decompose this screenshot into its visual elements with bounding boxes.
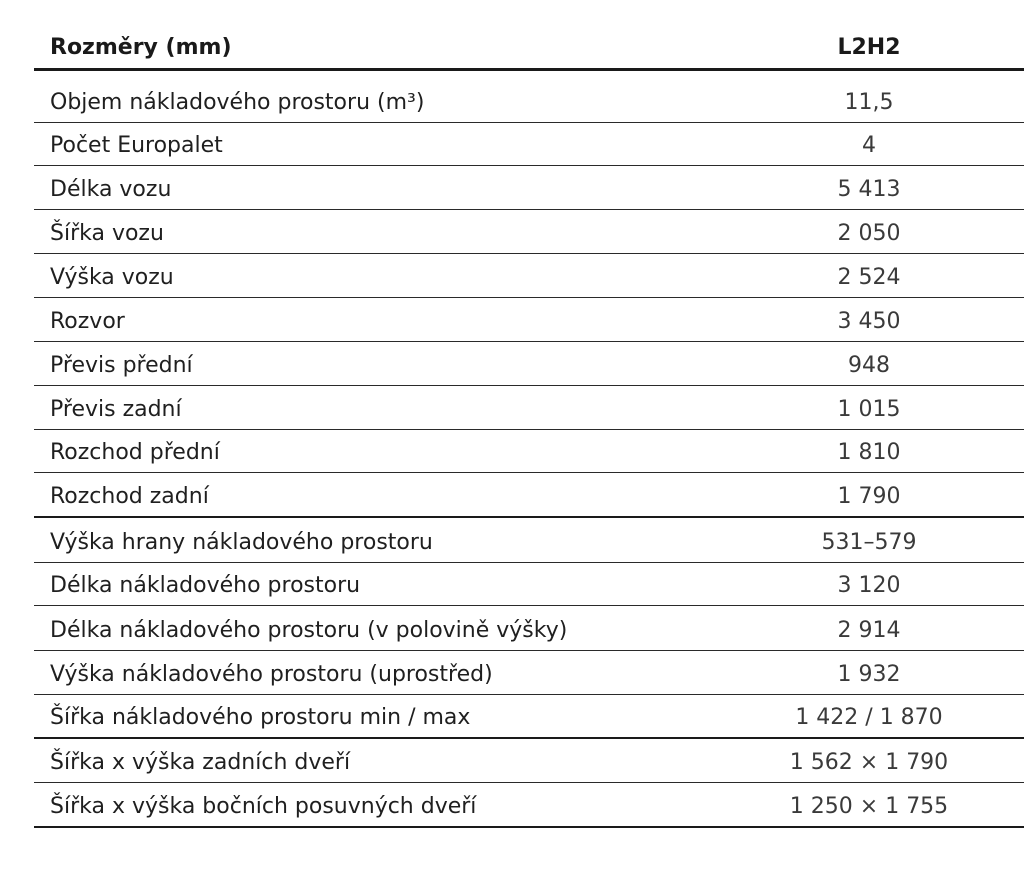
row-label: Délka nákladového prostoru	[50, 573, 361, 598]
header-label: Rozměry (mm)	[50, 35, 232, 60]
table-row	[34, 518, 1024, 563]
table-row	[34, 298, 1024, 342]
table-row	[34, 430, 1024, 473]
row-value: 1 015	[837, 397, 901, 422]
table-row	[34, 695, 1024, 739]
table-row	[34, 606, 1024, 651]
row-label: Rozvor	[50, 309, 125, 334]
row-label: Šířka x výška zadních dveří	[50, 750, 351, 775]
row-value: 11,5	[844, 90, 894, 115]
table-row	[34, 123, 1024, 166]
row-value: 1 422 / 1 870	[795, 705, 943, 730]
row-label: Šířka x výška bočních posuvných dveří	[50, 794, 477, 819]
table-row	[34, 783, 1024, 828]
row-value: 2 524	[837, 265, 901, 290]
table-row	[34, 739, 1024, 783]
table-row	[34, 210, 1024, 254]
row-label: Výška vozu	[50, 265, 174, 290]
table-row	[34, 71, 1024, 123]
table-header	[34, 28, 1024, 71]
row-label: Délka nákladového prostoru (v polovině výšky)	[50, 618, 568, 643]
table-row	[34, 254, 1024, 298]
row-label: Výška hrany nákladového prostoru	[50, 530, 433, 555]
row-value: 1 790	[837, 484, 901, 509]
row-label: Počet Europalet	[50, 133, 223, 158]
dimensions-table	[34, 28, 1024, 828]
row-value: 1 810	[837, 440, 901, 465]
row-value: 3 120	[837, 573, 901, 598]
row-label: Délka vozu	[50, 177, 172, 202]
row-value: 2 914	[837, 618, 901, 643]
table-row	[34, 473, 1024, 518]
row-value: 3 450	[837, 309, 901, 334]
row-label: Výška nákladového prostoru (uprostřed)	[50, 662, 493, 687]
row-value: 4	[862, 133, 876, 158]
row-label: Šířka vozu	[50, 221, 164, 246]
table-row	[34, 651, 1024, 695]
table-row	[34, 386, 1024, 430]
row-label: Rozchod zadní	[50, 484, 209, 509]
table-row	[34, 563, 1024, 606]
row-value: 2 050	[837, 221, 901, 246]
row-label: Rozchod přední	[50, 440, 220, 465]
row-value: 1 250 × 1 755	[789, 794, 949, 819]
table-row	[34, 342, 1024, 386]
header-value: L2H2	[837, 35, 901, 60]
row-value: 1 932	[837, 662, 901, 687]
row-value: 5 413	[837, 177, 901, 202]
row-label: Šířka nákladového prostoru min / max	[50, 705, 471, 730]
row-label: Převis přední	[50, 353, 193, 378]
row-label: Objem nákladového prostoru (m³)	[50, 90, 425, 115]
row-label: Převis zadní	[50, 397, 182, 422]
table-row	[34, 166, 1024, 210]
row-value: 948	[848, 353, 890, 378]
row-value: 531–579	[821, 530, 917, 555]
row-value: 1 562 × 1 790	[789, 750, 949, 775]
